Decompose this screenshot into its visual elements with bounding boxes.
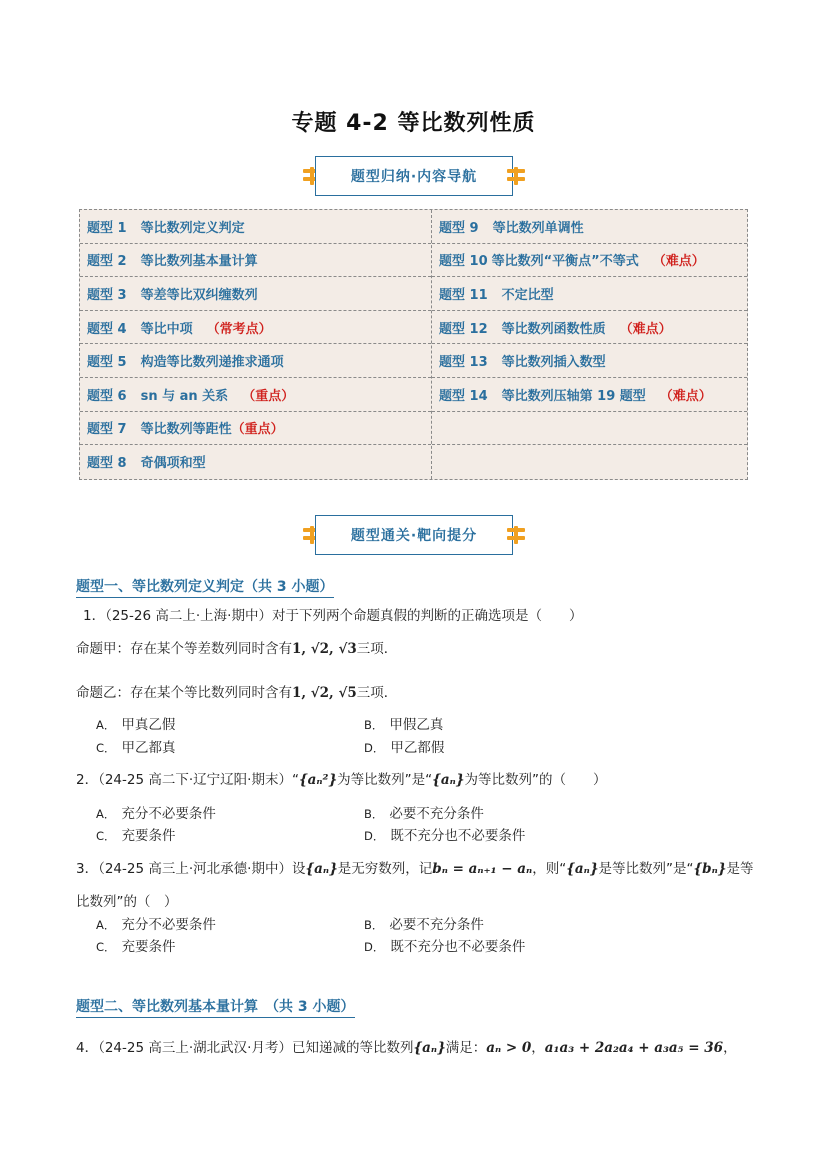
math-expression: a₁a₃ + 2a₂a₄ + a₃a₅ = 36 <box>544 1040 724 1056</box>
question-2-option-a[interactable]: A． 充分不必要条件 <box>96 806 216 822</box>
nav-item[interactable]: 题型 1 等比数列定义判定 <box>80 210 431 244</box>
question-1-proposition-a: 命题甲：存在某个等差数列同时含有1, √2, √3三项． <box>76 641 398 657</box>
question-4-stem: 4．（24-25 高三上·湖北武汉·月考）已知递减的等比数列{aₙ}满足：aₙ > 0，a₁a₃ + 2a₂a₄ + a₃a₅ = 36， <box>76 1040 737 1056</box>
question-3-stem: 3．（24-25 高三上·河北承德·期中）设{aₙ}是无穷数列，记bₙ = aₙ₊₁ − aₙ，则“{aₙ}是等比数列”是“{bₙ}是等 <box>76 861 754 877</box>
banner-right-ornament <box>507 167 525 185</box>
math-expression: {aₙ} <box>566 861 599 877</box>
math-expression: {aₙ} <box>413 1040 446 1056</box>
nav-item[interactable]: 题型 6 sn 与 an 关系 （重点） <box>80 378 431 412</box>
nav-item[interactable]: 题型 13 等比数列插入数型 <box>432 344 747 378</box>
banner-practice <box>303 515 525 555</box>
nav-item[interactable]: 题型 10 等比数列“平衡点”不等式 （难点） <box>432 244 747 278</box>
math-expression: {aₙ} <box>432 772 465 788</box>
nav-item[interactable]: 题型 8 奇偶项和型 <box>87 456 206 472</box>
question-3-option-d[interactable]: D． 既不充分也不必要条件 <box>364 939 526 955</box>
section-heading-2: 题型二、等比数列基本量计算 （共 3 小题） <box>76 996 355 1018</box>
nav-item[interactable]: 题型 14 等比数列压轴第 19 题型 （难点） <box>432 378 747 412</box>
nav-item-empty <box>432 412 747 446</box>
math-expression: aₙ > 0 <box>486 1040 532 1056</box>
nav-item[interactable]: 题型 11 不定比型 <box>432 277 747 311</box>
question-3-option-b[interactable]: B． 必要不充分条件 <box>364 917 484 933</box>
question-1-option-c[interactable]: C． 甲乙都真 <box>96 740 176 756</box>
math-expression: {bₙ} <box>693 861 727 877</box>
question-3-stem-continued: 比数列”的（ ） <box>76 894 178 910</box>
nav-item[interactable]: 题型 9 等比数列单调性 <box>432 210 747 244</box>
question-2-option-c[interactable]: C． 充要条件 <box>96 828 176 844</box>
banner-label: 题型通关·靶向提分 <box>315 515 513 555</box>
question-3-option-c[interactable]: C． 充要条件 <box>96 939 176 955</box>
question-2-stem: 2．（24-25 高二下·辽宁辽阳·期末）“{aₙ²}为等比数列”是“{aₙ}为等比数列”的（ ） <box>76 772 607 788</box>
question-1-option-d[interactable]: D． 甲乙都假 <box>364 740 445 756</box>
math-expression: 1, √2, √3 <box>292 641 357 657</box>
topic-nav-table <box>79 209 748 480</box>
question-1-proposition-b: 命题乙：存在某个等比数列同时含有1, √2, √5三项． <box>76 685 398 701</box>
math-expression: {aₙ} <box>305 861 338 877</box>
math-expression: bₙ = aₙ₊₁ − aₙ <box>432 861 533 877</box>
nav-item[interactable]: 题型 2 等比数列基本量计算 <box>80 244 431 278</box>
banner-label: 题型归纳·内容导航 <box>315 156 513 196</box>
nav-item[interactable]: 题型 7 等比数列等距性 （重点） <box>80 412 431 446</box>
nav-item-empty <box>432 445 747 479</box>
nav-column-left <box>80 210 432 479</box>
nav-item[interactable]: 题型 3 等差等比双纠缠数列 <box>80 277 431 311</box>
nav-item[interactable]: 题型 5 构造等比数列递推求通项 <box>80 344 431 378</box>
question-2-option-d[interactable]: D． 既不充分也不必要条件 <box>364 828 526 844</box>
banner-content-nav <box>303 156 525 196</box>
nav-item[interactable]: 题型 4 等比中项 （常考点） <box>80 311 431 345</box>
question-3-option-a[interactable]: A． 充分不必要条件 <box>96 917 216 933</box>
section-heading-1: 题型一、等比数列定义判定（共 3 小题） <box>76 576 334 598</box>
banner-right-ornament <box>507 526 525 544</box>
question-2-option-b[interactable]: B． 必要不充分条件 <box>364 806 484 822</box>
math-expression: 1, √2, √5 <box>292 685 357 701</box>
page-title: 专题 4-2 等比数列性质 <box>291 111 536 136</box>
nav-item[interactable]: 题型 12 等比数列函数性质 （难点） <box>432 311 747 345</box>
math-expression: {aₙ²} <box>298 772 338 788</box>
question-1-option-b[interactable]: B． 甲假乙真 <box>364 717 444 733</box>
question-1-stem: 1．（25-26 高二上·上海·期中）对于下列两个命题真假的判断的正确选项是（ ） <box>83 608 583 624</box>
nav-column-right <box>432 210 747 479</box>
question-1-option-a[interactable]: A． 甲真乙假 <box>96 717 176 733</box>
